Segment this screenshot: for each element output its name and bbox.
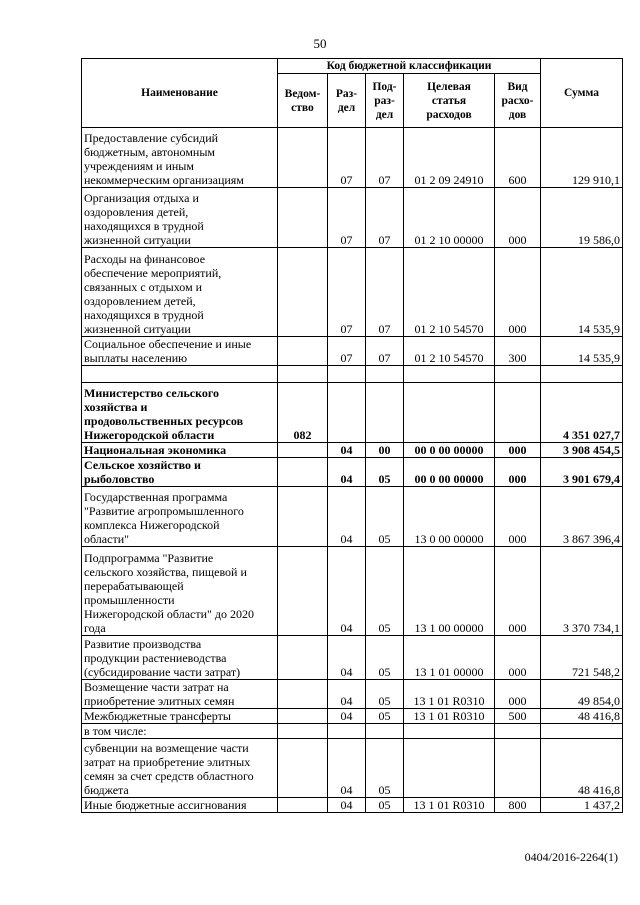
header-razdel: Раз- дел [328, 74, 366, 128]
row-ved [278, 547, 328, 636]
row-podrazdel: 07 [366, 248, 404, 337]
row-name: Национальная экономика [82, 443, 278, 458]
row-podrazdel: 05 [366, 798, 404, 813]
row-ved [278, 636, 328, 680]
row-sum: 4 351 027,7 [541, 383, 623, 443]
row-sum [541, 724, 623, 739]
row-podrazdel: 05 [366, 680, 404, 709]
row-sum: 3 908 454,5 [541, 443, 623, 458]
row-target-article: 13 1 01 R0310 [404, 709, 495, 724]
row-sum: 14 535,9 [541, 248, 623, 337]
table-row [82, 458, 623, 487]
row-ved [278, 724, 328, 739]
table-body [82, 128, 623, 813]
row-ved [278, 248, 328, 337]
header-target-article: Целевая статья расходов [404, 74, 495, 128]
table-row [82, 636, 623, 680]
table-row [82, 383, 623, 443]
row-expense-type: 000 [495, 458, 541, 487]
row-name: Государственная программа "Развитие агропромышленного комплекса Нижегородской области" [82, 487, 278, 547]
row-ved [278, 366, 328, 383]
header-podrazdel: Под- раз- дел [366, 74, 404, 128]
row-ved [278, 128, 328, 188]
row-podrazdel: 00 [366, 443, 404, 458]
table-row [82, 680, 623, 709]
row-name: Министерство сельского хозяйства и продовольственных ресурсов Нижегородской области [82, 383, 278, 443]
row-expense-type [495, 366, 541, 383]
row-razdel: 07 [328, 128, 366, 188]
row-ved: 082 [278, 383, 328, 443]
row-razdel: 04 [328, 547, 366, 636]
header-name: Наименование [82, 59, 278, 128]
page-number: 50 [313, 36, 327, 51]
row-name: Сельское хозяйство и рыболовство [82, 458, 278, 487]
row-razdel [328, 383, 366, 443]
row-podrazdel: 07 [366, 337, 404, 366]
row-name: субвенции на возмещение части затрат на приобретение элитных семян за счет средств областного бюджета [82, 739, 278, 798]
row-sum: 48 416,8 [541, 709, 623, 724]
table-row [82, 547, 623, 636]
row-target-article: 01 2 09 24910 [404, 128, 495, 188]
budget-table [81, 58, 623, 813]
row-target-article: 13 1 01 00000 [404, 636, 495, 680]
row-target-article: 01 2 10 54570 [404, 337, 495, 366]
table-row [82, 188, 623, 248]
row-expense-type [495, 739, 541, 798]
row-name: Возмещение части затрат на приобретение элитных семян [82, 680, 278, 709]
row-podrazdel [366, 383, 404, 443]
row-sum: 19 586,0 [541, 188, 623, 248]
row-target-article [404, 366, 495, 383]
row-target-article: 00 0 00 00000 [404, 443, 495, 458]
row-razdel: 04 [328, 680, 366, 709]
row-sum: 3 867 396,4 [541, 487, 623, 547]
row-podrazdel [366, 724, 404, 739]
row-name: Предоставление субсидий бюджетным, автономным учреждениям и иным некоммерческим организациям [82, 128, 278, 188]
document-code: 0404/2016-2264(1) [524, 850, 618, 864]
row-name: Организация отдыха и оздоровления детей, находящихся в трудной жизненной ситуации [82, 188, 278, 248]
row-sum: 49 854,0 [541, 680, 623, 709]
row-podrazdel [366, 366, 404, 383]
header-sum: Сумма [541, 59, 623, 128]
row-target-article: 01 2 10 54570 [404, 248, 495, 337]
row-target-article [404, 739, 495, 798]
row-name [82, 366, 278, 383]
row-expense-type: 500 [495, 709, 541, 724]
row-podrazdel: 05 [366, 458, 404, 487]
table-row [82, 724, 623, 739]
row-podrazdel: 05 [366, 547, 404, 636]
row-razdel [328, 366, 366, 383]
row-expense-type: 000 [495, 636, 541, 680]
table-row [82, 248, 623, 337]
row-sum: 48 416,8 [541, 739, 623, 798]
row-expense-type [495, 383, 541, 443]
row-sum: 3 901 679,4 [541, 458, 623, 487]
row-target-article: 13 0 00 00000 [404, 487, 495, 547]
row-name: в том числе: [82, 724, 278, 739]
row-razdel: 04 [328, 458, 366, 487]
row-expense-type: 000 [495, 547, 541, 636]
table-row [82, 487, 623, 547]
header-code-group: Код бюджетной классификации [278, 59, 541, 74]
row-sum: 129 910,1 [541, 128, 623, 188]
row-podrazdel: 05 [366, 636, 404, 680]
row-sum: 3 370 734,1 [541, 547, 623, 636]
row-podrazdel: 07 [366, 188, 404, 248]
row-name: Расходы на финансовое обеспечение мероприятий, связанных с отдыхом и оздоровлением детей, находящихся в трудной жизненной ситуации [82, 248, 278, 337]
row-razdel: 04 [328, 443, 366, 458]
table-row [82, 366, 623, 383]
table-row [82, 443, 623, 458]
row-ved [278, 458, 328, 487]
row-razdel: 07 [328, 248, 366, 337]
row-podrazdel: 05 [366, 709, 404, 724]
row-name: Развитие производства продукции растениеводства (субсидирование части затрат) [82, 636, 278, 680]
row-target-article: 13 1 00 00000 [404, 547, 495, 636]
row-razdel: 04 [328, 798, 366, 813]
row-razdel: 04 [328, 487, 366, 547]
row-name: Подпрограмма "Развитие сельского хозяйства, пищевой и перерабатывающей промышленности Нижегородской области" до 2020 года [82, 547, 278, 636]
row-razdel: 04 [328, 709, 366, 724]
row-ved [278, 798, 328, 813]
header-ved: Ведом- ство [278, 74, 328, 128]
row-ved [278, 443, 328, 458]
row-target-article: 01 2 10 00000 [404, 188, 495, 248]
header-expense-type: Вид расхо- дов [495, 74, 541, 128]
row-podrazdel: 07 [366, 128, 404, 188]
row-sum [541, 366, 623, 383]
row-target-article: 13 1 01 R0310 [404, 680, 495, 709]
table-row [82, 739, 623, 798]
row-razdel: 07 [328, 188, 366, 248]
row-ved [278, 487, 328, 547]
row-name: Иные бюджетные ассигнования [82, 798, 278, 813]
row-ved [278, 188, 328, 248]
row-expense-type: 800 [495, 798, 541, 813]
row-target-article: 00 0 00 00000 [404, 458, 495, 487]
table-row [82, 709, 623, 724]
row-razdel: 04 [328, 636, 366, 680]
row-podrazdel: 05 [366, 739, 404, 798]
row-expense-type: 300 [495, 337, 541, 366]
row-ved [278, 337, 328, 366]
row-name: Межбюджетные трансферты [82, 709, 278, 724]
row-expense-type: 600 [495, 128, 541, 188]
table-row [82, 798, 623, 813]
row-razdel: 04 [328, 739, 366, 798]
row-razdel: 07 [328, 337, 366, 366]
row-name: Социальное обеспечение и иные выплаты населению [82, 337, 278, 366]
row-ved [278, 680, 328, 709]
row-podrazdel: 05 [366, 487, 404, 547]
row-expense-type: 000 [495, 248, 541, 337]
row-razdel [328, 724, 366, 739]
row-ved [278, 709, 328, 724]
table-row [82, 337, 623, 366]
row-expense-type [495, 724, 541, 739]
table-row [82, 128, 623, 188]
row-sum: 1 437,2 [541, 798, 623, 813]
row-target-article [404, 724, 495, 739]
row-target-article [404, 383, 495, 443]
row-expense-type: 000 [495, 188, 541, 248]
row-ved [278, 739, 328, 798]
row-expense-type: 000 [495, 443, 541, 458]
row-expense-type: 000 [495, 487, 541, 547]
row-expense-type: 000 [495, 680, 541, 709]
row-sum: 14 535,9 [541, 337, 623, 366]
header-row-top [82, 59, 623, 74]
row-sum: 721 548,2 [541, 636, 623, 680]
row-target-article: 13 1 01 R0310 [404, 798, 495, 813]
